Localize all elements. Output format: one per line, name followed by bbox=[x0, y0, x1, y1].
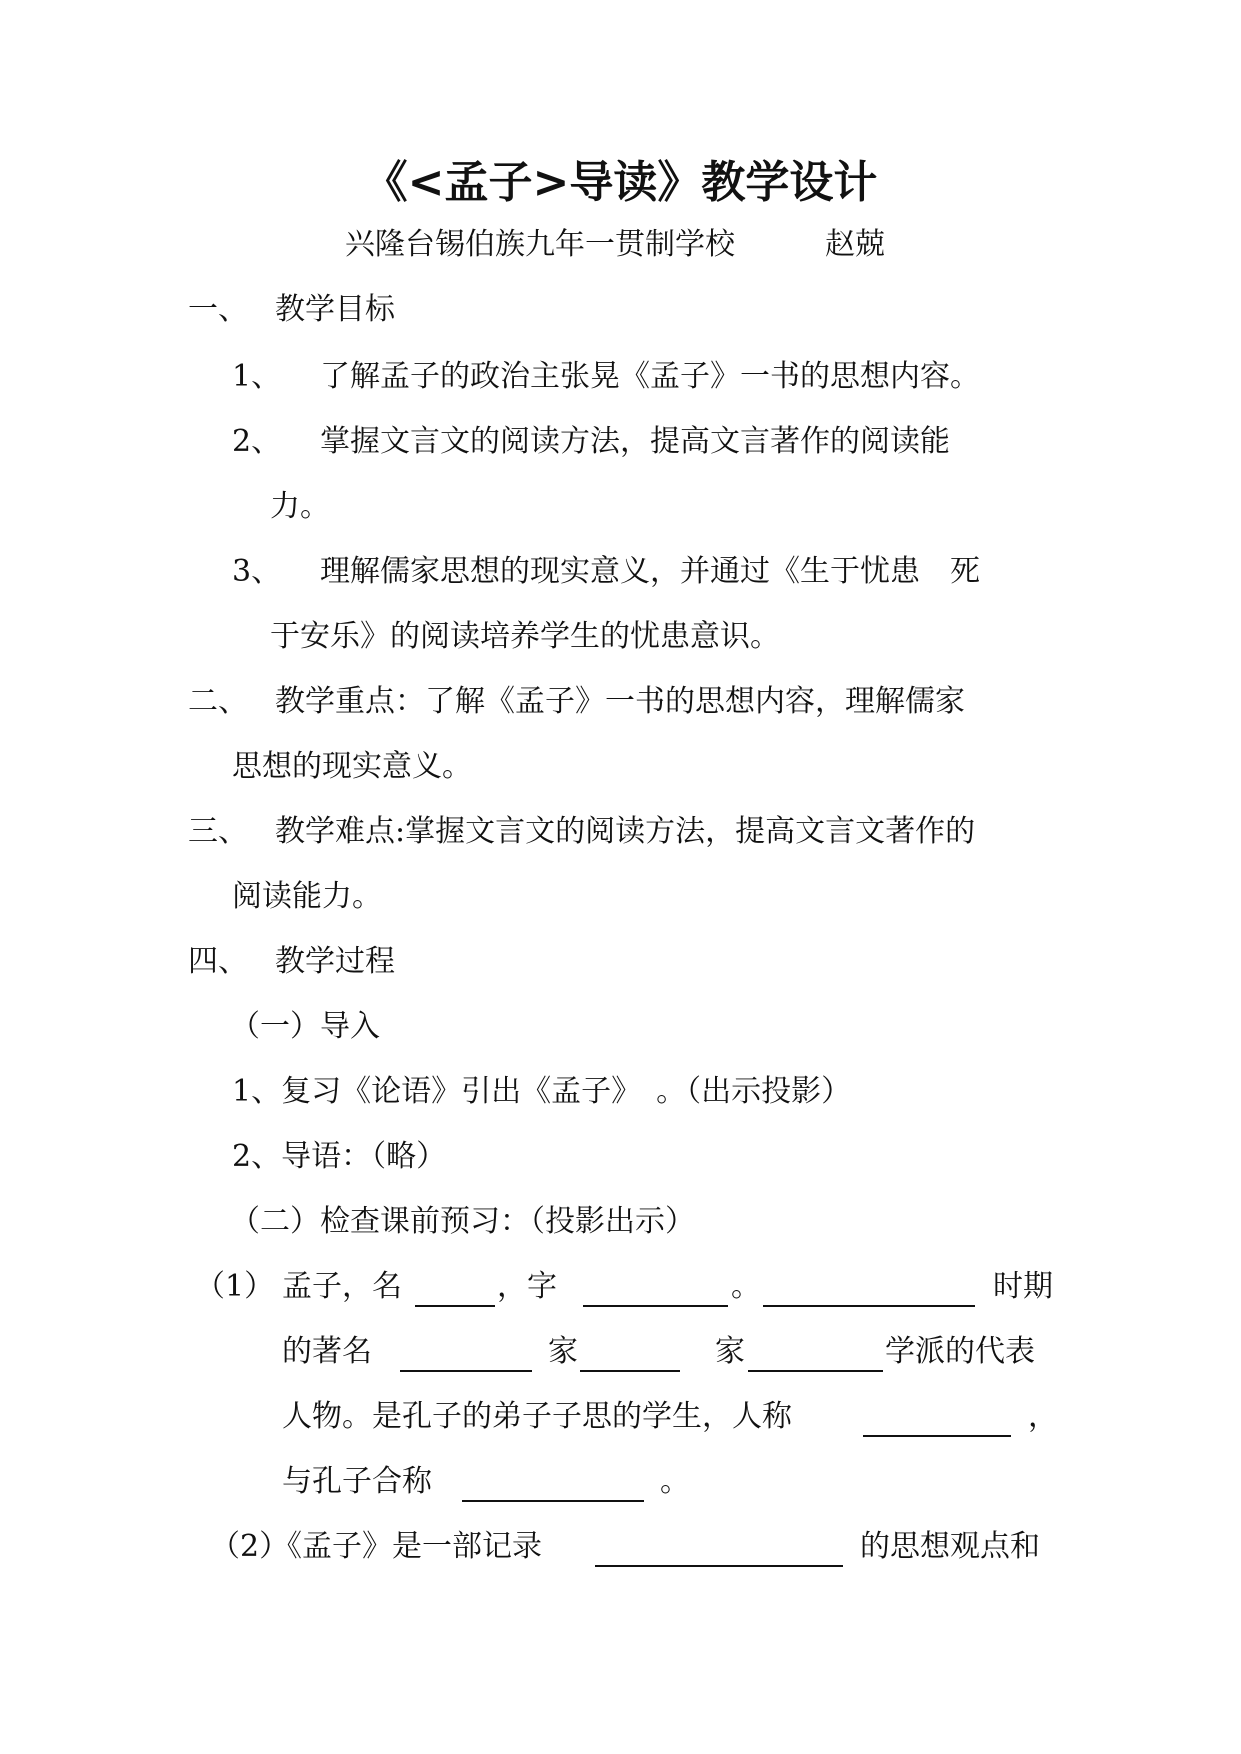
section-number: 二、 bbox=[188, 684, 248, 719]
question-text: ，字 bbox=[497, 1269, 557, 1304]
fill-blank bbox=[863, 1435, 1011, 1437]
author-name: 赵兢 bbox=[825, 227, 885, 262]
question-text: 家 bbox=[715, 1334, 745, 1369]
document-title: 《<孟子>导读》教学设计 bbox=[363, 157, 878, 208]
section-text-continued: 阅读能力。 bbox=[232, 879, 382, 914]
goal-number: 1、 bbox=[232, 359, 282, 394]
section-heading: 教学重点：了解《孟子》一书的思想内容，理解儒家 bbox=[275, 684, 965, 719]
section-heading: 教学目标 bbox=[275, 292, 395, 327]
subsection-heading: （二）检查课前预习：（投影出示） bbox=[230, 1204, 695, 1239]
list-item: 1、复习《论语》引出《孟子》 。（出示投影） bbox=[232, 1074, 852, 1109]
question-text: 时期 bbox=[993, 1269, 1053, 1304]
fill-blank bbox=[595, 1565, 843, 1567]
fill-blank bbox=[580, 1370, 680, 1372]
question-text: 。 bbox=[660, 1464, 690, 1499]
question-text: 的著名 bbox=[282, 1334, 372, 1369]
fill-blank bbox=[400, 1370, 532, 1372]
goal-number: 3、 bbox=[232, 554, 282, 589]
section-number: 三、 bbox=[188, 814, 248, 849]
question-text: 学派的代表 bbox=[885, 1334, 1035, 1369]
section-number: 一、 bbox=[188, 292, 248, 327]
fill-blank bbox=[763, 1305, 975, 1307]
section-text-continued: 思想的现实意义。 bbox=[232, 749, 472, 784]
question-text: ， bbox=[1028, 1399, 1058, 1434]
section-heading: 教学过程 bbox=[275, 944, 395, 979]
goal-number: 2、 bbox=[232, 424, 282, 459]
goal-text-continued: 于安乐》的阅读培养学生的忧患意识。 bbox=[270, 619, 780, 654]
question-text: 。 bbox=[731, 1269, 761, 1304]
question-text: 《孟子》是一部记录 bbox=[272, 1529, 542, 1564]
school-name: 兴隆台锡伯族九年一贯制学校 bbox=[345, 227, 735, 262]
section-number: 四、 bbox=[188, 944, 248, 979]
question-text: 与孔子合称 bbox=[282, 1464, 432, 1499]
goal-text: 掌握文言文的阅读方法，提高文言著作的阅读能 bbox=[320, 424, 950, 459]
question-number: （2） bbox=[210, 1529, 290, 1564]
fill-blank bbox=[415, 1305, 495, 1307]
fill-blank bbox=[462, 1500, 644, 1502]
fill-blank bbox=[748, 1370, 883, 1372]
question-text: 孟子，名 bbox=[282, 1269, 402, 1304]
goal-text: 了解孟子的政治主张晃《孟子》一书的思想内容。 bbox=[320, 359, 980, 394]
question-text: 的思想观点和 bbox=[860, 1529, 1040, 1564]
goal-text-continued: 力。 bbox=[270, 489, 330, 524]
section-heading: 教学难点:掌握文言文的阅读方法，提高文言文著作的 bbox=[275, 814, 976, 849]
subsection-heading: （一）导入 bbox=[230, 1009, 380, 1044]
question-number: （1） bbox=[195, 1269, 275, 1304]
list-item: 2、导语：（略） bbox=[232, 1139, 447, 1174]
question-text: 人物。是孔子的弟子子思的学生，人称 bbox=[282, 1399, 792, 1434]
fill-blank bbox=[583, 1305, 728, 1307]
question-text: 家 bbox=[548, 1334, 578, 1369]
goal-text: 理解儒家思想的现实意义，并通过《生于忧患 死 bbox=[320, 554, 980, 589]
